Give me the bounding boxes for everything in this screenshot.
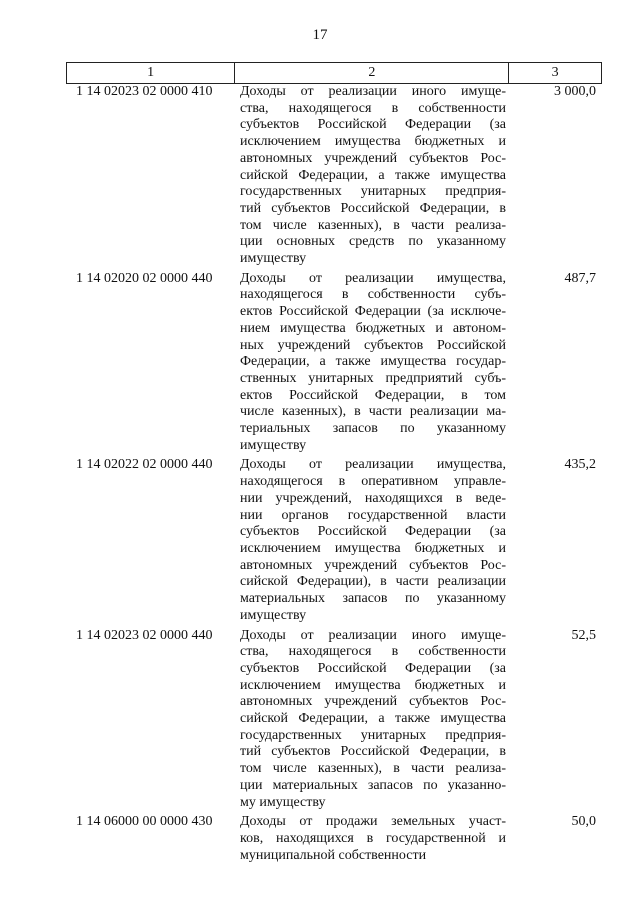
description-line: сийской Федерации, а также имущества — [240, 167, 506, 183]
description-line: тий субъектов Российской Федерации, в — [240, 200, 506, 216]
description-line: имуществу — [240, 251, 307, 267]
revenue-description — [240, 271, 506, 455]
revenue-description — [240, 628, 506, 812]
description-line: автономных учреждений субъектов Рос- — [240, 694, 506, 710]
description-line: ков, находящихся в государственной и — [240, 830, 506, 846]
budget-code: 1 14 02023 02 0000 440 — [76, 627, 213, 643]
amount-value: 487,7 — [564, 270, 596, 286]
description-line: териальных запасов по указанному — [240, 421, 506, 437]
description-line: ектов Российской Федерации (за исключе- — [240, 304, 506, 320]
description-line: ции основных средств по указанному — [240, 234, 506, 250]
description-line: Доходы от реализации имущества, — [240, 270, 506, 286]
amount-value: 52,5 — [571, 627, 596, 643]
description-line: исключением имущества бюджетных и — [240, 134, 506, 150]
description-line: субъектов Российской Федерации (за — [240, 524, 506, 540]
description-line: находящегося в собственности субъ- — [240, 287, 506, 303]
description-line: числе казенных), в части реализации ма- — [240, 404, 506, 420]
description-line: ства, находящегося в собственности — [240, 100, 506, 116]
description-line: нии учреждений, находящихся в веде- — [240, 490, 506, 506]
description-line: му имуществу — [240, 794, 326, 810]
table-row — [66, 628, 602, 812]
budget-code: 1 14 06000 00 0000 430 — [76, 814, 213, 830]
table-row — [66, 457, 602, 624]
description-line: том числе казенных), в части реализа- — [240, 761, 506, 777]
description-line: нием имущества бюджетных и автоном- — [240, 320, 506, 336]
budget-code: 1 14 02022 02 0000 440 — [76, 457, 213, 473]
description-line: тий субъектов Российской Федерации, в — [240, 744, 506, 760]
budget-code: 1 14 02020 02 0000 440 — [76, 270, 213, 286]
description-line: ектов Российской Федерации, в том — [240, 387, 506, 403]
description-line: исключением имущества бюджетных и — [240, 540, 506, 556]
revenue-description — [240, 814, 506, 864]
description-line: материальных запасов по указанному — [240, 591, 506, 607]
amount-value: 3 000,0 — [554, 84, 596, 99]
description-line: ции материальных запасов по указанно- — [240, 777, 506, 793]
description-line: имуществу — [240, 437, 307, 453]
table-row — [66, 84, 602, 268]
column-header-1: 1 — [67, 63, 235, 84]
description-line: автономных учреждений субъектов Рос- — [240, 150, 506, 166]
description-line: Доходы от реализации иного имуще- — [240, 627, 506, 643]
description-line: ных учреждений субъектов Российской — [240, 337, 506, 353]
column-header-3: 3 — [509, 63, 602, 84]
budget-code: 1 14 02023 02 0000 410 — [76, 84, 213, 99]
description-line: государственных унитарных предприя- — [240, 184, 506, 200]
description-line: муниципальной собственности — [240, 847, 427, 863]
description-line: Федерации, а также имущества государ- — [240, 354, 506, 370]
description-line: ственных унитарных предприятий субъ- — [240, 370, 506, 386]
column-header-row — [67, 63, 602, 84]
revenue-description — [240, 84, 506, 268]
description-line: сийской Федерации), в части реализации — [240, 574, 506, 590]
description-line: Доходы от продажи земельных участ- — [240, 814, 506, 830]
description-line: субъектов Российской Федерации (за — [240, 117, 506, 133]
table-row — [66, 271, 602, 455]
description-line: государственных унитарных предприя- — [240, 727, 506, 743]
column-header-table — [66, 62, 602, 84]
amount-value: 435,2 — [564, 457, 596, 473]
table-row — [66, 814, 602, 864]
description-line: находящегося в оперативном управле- — [240, 474, 506, 490]
table-body — [66, 84, 602, 867]
description-line: исключением имущества бюджетных и — [240, 677, 506, 693]
description-line: имуществу — [240, 607, 307, 623]
revenue-description — [240, 457, 506, 624]
description-line: том числе казенных), в части реализа- — [240, 217, 506, 233]
description-line: Доходы от реализации иного имуще- — [240, 84, 506, 99]
description-line: автономных учреждений субъектов Рос- — [240, 557, 506, 573]
description-line: сийской Федерации, а также имущества — [240, 711, 506, 727]
column-header-2: 2 — [235, 63, 509, 84]
description-line: нии органов государственной власти — [240, 507, 506, 523]
amount-value: 50,0 — [571, 814, 596, 830]
description-line: субъектов Российской Федерации (за — [240, 660, 506, 676]
page-number: 17 — [312, 27, 328, 43]
description-line: ства, находящегося в собственности — [240, 644, 506, 660]
description-line: Доходы от реализации имущества, — [240, 457, 506, 473]
